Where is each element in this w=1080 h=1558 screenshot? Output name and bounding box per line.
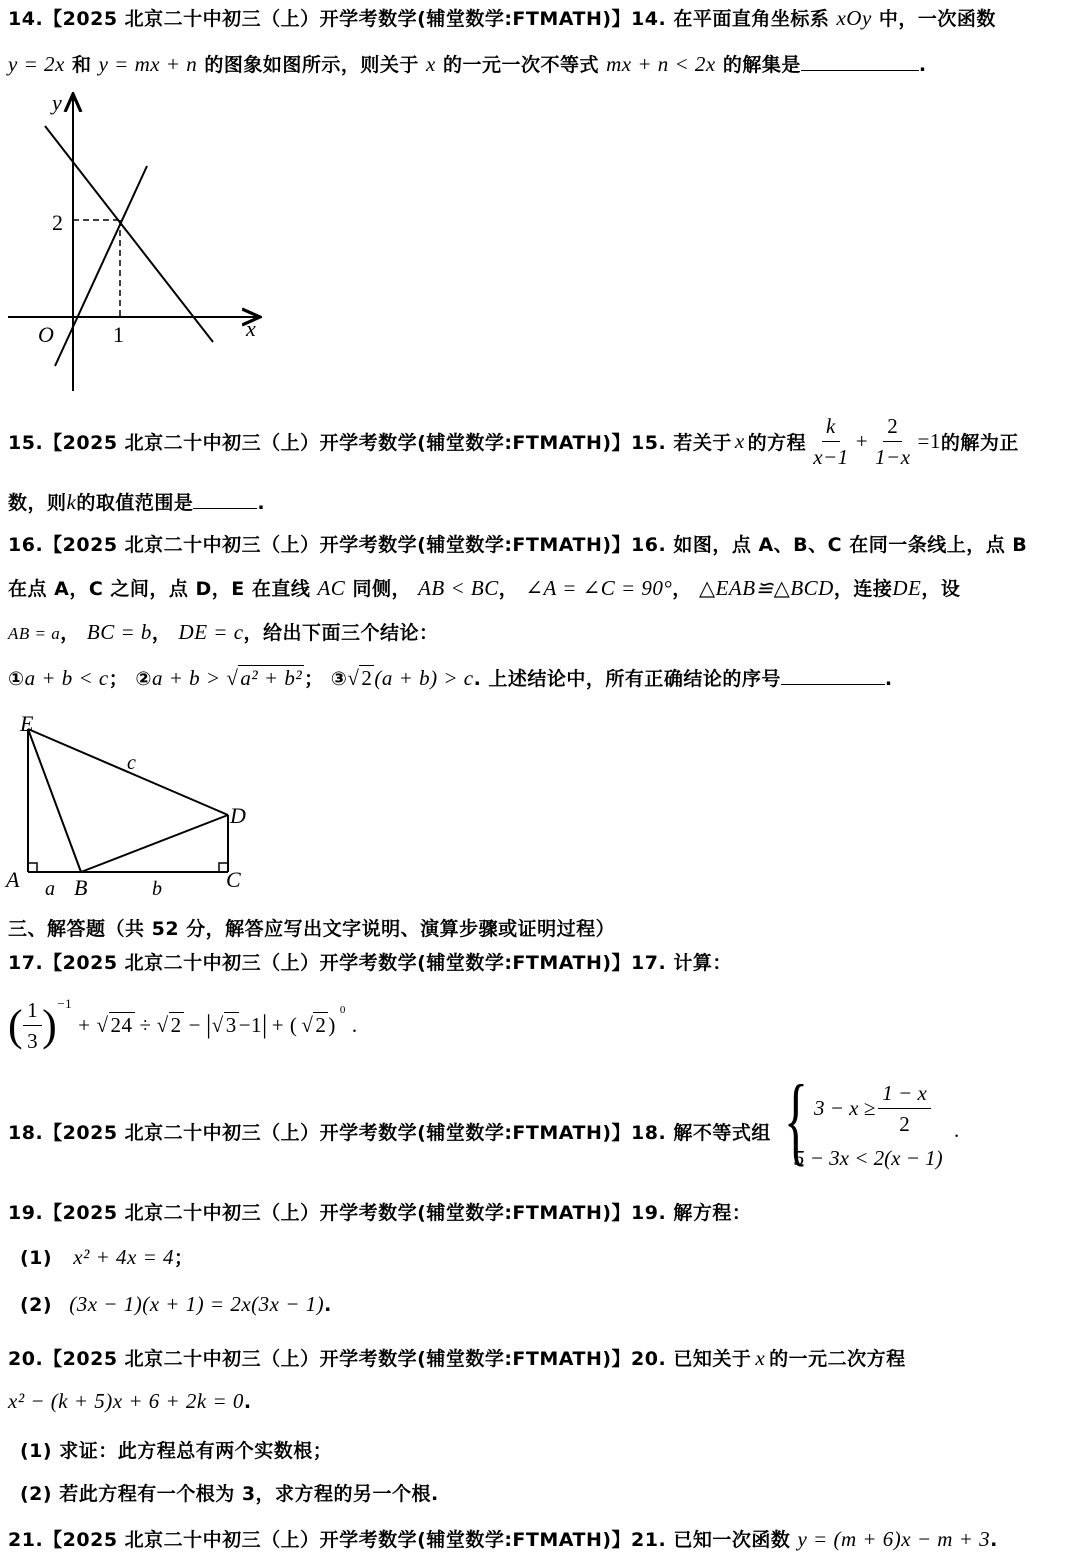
q14-text2: 的一元一次不等式	[442, 54, 599, 76]
q15-stem: 15.【2025 北京二十中初三（上）开学考数学(辅堂数学:FTMATH)】15. 若关于	[8, 431, 732, 454]
q16-text2: 同侧，	[352, 578, 411, 600]
q17-exp: −1	[57, 996, 73, 1011]
line-y-2x	[55, 166, 147, 366]
frac1-num: k	[822, 411, 840, 442]
x-label: x	[246, 316, 256, 341]
q15-text2: 数，则	[8, 492, 67, 514]
q18-ineq1	[814, 1078, 934, 1139]
q19-p2-eq: (3x − 1)(x + 1) = 2x(3x − 1)	[69, 1292, 325, 1316]
q19-p1-end: ；	[174, 1247, 194, 1269]
q16-cond3: △EAB≌△BCD	[698, 576, 834, 600]
q20-part1: (1) 求证：此方程总有两个实数根；	[20, 1440, 333, 1462]
frac2-num: 2	[883, 411, 902, 442]
q17-root2: 2	[170, 1013, 182, 1037]
q19-p2-end: .	[324, 1294, 332, 1316]
q15-line2	[8, 488, 1074, 515]
q17-root3: 3	[225, 1013, 237, 1037]
label-seg-b: b	[152, 878, 162, 900]
seg-bd	[81, 815, 228, 872]
q18-ineq2: 5 − 3x < 2(x − 1)	[794, 1146, 943, 1170]
brace: {	[784, 1064, 808, 1175]
q14-line2	[8, 50, 1074, 77]
q14-text: 的图象如图所示，则关于	[204, 54, 419, 76]
frac1-den: x−1	[813, 444, 849, 469]
q14-text3: 的解集是	[722, 54, 801, 76]
line-y-mx-n	[45, 126, 213, 342]
q15-text: 的方程	[747, 431, 807, 454]
q18-den: 2	[899, 1112, 910, 1136]
q17-root2b: 2	[315, 1013, 327, 1037]
q16-text4: ，设	[921, 578, 961, 600]
semi1: ；	[108, 668, 129, 690]
opt1: a + b < c	[24, 666, 109, 690]
q20-stem: 20.【2025 北京二十中初三（上）开学考数学(辅堂数学:FTMATH)】20. 已知关于	[8, 1348, 752, 1370]
q19-p1-label: (1)	[20, 1247, 53, 1269]
label-a: A	[6, 867, 20, 892]
q16-line3	[8, 618, 1074, 645]
q17-div: ÷	[139, 1012, 152, 1037]
q19-p2-label: (2)	[20, 1294, 53, 1316]
q15-frac2	[871, 411, 915, 472]
q14-func2: y = mx + n	[98, 52, 198, 76]
q21-eq: y = (m + 6)x − m + 3	[797, 1527, 991, 1551]
answer-blank	[801, 69, 919, 71]
q16-text5: ，给出下面三个结论：	[243, 622, 439, 644]
q20-stem-end: 的一元二次方程	[769, 1348, 906, 1370]
q16-text6: . 上述结论中，所有正确结论的序号	[473, 668, 781, 690]
right-angle-a	[28, 863, 37, 872]
q18-system	[784, 1064, 984, 1180]
q16-period: .	[884, 668, 893, 690]
q17-minus: −	[188, 1012, 201, 1037]
q14-period: .	[918, 54, 927, 76]
q20-part2: (2) 若此方程有一个根为 3，求方程的另一个根.	[20, 1483, 439, 1505]
answer-blank	[193, 507, 257, 509]
q17-exp0: 0	[339, 1004, 346, 1016]
q21-period: .	[990, 1529, 998, 1551]
q19-line1: 19.【2025 北京二十中初三（上）开学考数学(辅堂数学:FTMATH)】19. 解方程：	[8, 1202, 752, 1224]
q17-den: 3	[27, 1028, 39, 1053]
q21-line1	[8, 1525, 1074, 1552]
q16-def-c: DE = c	[178, 620, 244, 644]
q17-plus: +	[78, 1012, 91, 1037]
q16-cond2: ∠A = ∠C = 90°	[525, 576, 673, 600]
section-title: 三、解答题（共 52 分，解答应写出文字说明、演算步骤或证明过程）	[8, 918, 616, 940]
opt3-radicand: 2	[361, 666, 373, 690]
label-d: D	[230, 803, 246, 828]
q17-plus2: + (	[271, 1012, 298, 1037]
semi2: ；	[304, 668, 324, 690]
q19-p1-eq: x² + 4x = 4	[73, 1245, 174, 1269]
q15-var-k: k	[66, 490, 77, 514]
q17-frac	[23, 995, 42, 1056]
q16-def-a: AB = a	[8, 624, 61, 643]
q17-expression: ( $\frac{1}{3}$ ) $^{-1}$ + √ 24 ÷ √ 2 − | √ 3 −1 | + ( √ 2 ) $^0$ .	[8, 990, 1074, 1060]
q14-func1: y = 2x	[8, 52, 65, 76]
q17-close: )	[328, 1012, 336, 1037]
q18-frac	[878, 1078, 931, 1139]
q19-part1	[20, 1243, 1074, 1270]
frac2-den: 1−x	[875, 444, 911, 469]
q18-line1: 18.【2025 北京二十中初三（上）开学考数学(辅堂数学:FTMATH)】18. 解不等式组	[8, 1122, 771, 1144]
q17-root24: 24	[110, 1013, 133, 1037]
q15-period: .	[257, 492, 266, 514]
label-c: C	[226, 867, 241, 892]
q16-comma2: ，	[672, 578, 692, 600]
q16-line2	[8, 574, 1074, 601]
q15-eq: =1	[917, 428, 941, 453]
tick-1: 1	[113, 322, 124, 347]
q16-line4: ①a + b < c； ②a + b > √a² + b² ； ③√2(a + b) > c. 上述结论中，所有正确结论的序号 .	[8, 666, 893, 690]
q16-comma4: ，	[151, 622, 172, 644]
q20-eq: x² − (k + 5)x + 6 + 2k = 0	[8, 1389, 244, 1413]
q15-text3: 的取值范围是	[76, 492, 194, 514]
opt3-rest: (a + b) > c	[374, 666, 474, 690]
q17-line1: 17.【2025 北京二十中初三（上）开学考数学(辅堂数学:FTMATH)】17. 计算：	[8, 952, 732, 974]
opt1-mark: ①	[8, 668, 25, 690]
q21-stem: 21.【2025 北京二十中初三（上）开学考数学(辅堂数学:FTMATH)】21. 已知一次函数	[8, 1529, 791, 1551]
origin-label: O	[38, 322, 54, 347]
q17-abs-rest: −1	[238, 1012, 263, 1037]
q18-num: 1 − x	[878, 1078, 931, 1109]
q16-de: DE	[892, 576, 922, 600]
q16-ac: AC	[317, 576, 346, 600]
q14-stem-end: 中，一次函数	[878, 8, 996, 30]
label-e: E	[20, 711, 34, 736]
q16-comma3: ，	[60, 622, 80, 644]
q14-stem: 14.【2025 北京二十中初三（上）开学考数学(辅堂数学:FTMATH)】14. 在平面直角坐标系	[8, 8, 830, 30]
label-seg-c: c	[127, 752, 136, 774]
y-label: y	[52, 90, 62, 115]
q14-text-and: 和	[71, 54, 92, 76]
q16-cond1: AB < BC	[418, 576, 499, 600]
q18-ineq1-left: 3 − x ≥	[814, 1096, 876, 1120]
q17-period: .	[351, 1012, 358, 1037]
q15-frac1	[809, 411, 853, 472]
opt2-radicand: a² + b²	[240, 666, 303, 690]
q17-num: 1	[23, 995, 42, 1026]
seg-eb	[28, 729, 81, 872]
tick-2: 2	[52, 210, 63, 235]
q20-equation	[8, 1389, 1074, 1414]
q14-graph	[0, 88, 280, 398]
q15-plus: +	[855, 428, 869, 453]
q15-stem-end: 的解为正	[940, 431, 1019, 454]
q14-var-x: x	[426, 52, 436, 76]
q14-line1	[8, 4, 1074, 31]
q19-part2	[20, 1292, 1074, 1317]
q20-line1	[8, 1344, 1074, 1371]
q18-period: .	[954, 1118, 960, 1142]
q16-text: 在点 A，C 之间，点 D，E 在直线	[8, 578, 311, 600]
q20-eq-end: .	[243, 1391, 252, 1413]
q16-line1: 16.【2025 北京二十中初三（上）开学考数学(辅堂数学:FTMATH)】16. 如图，点 A、B、C 在同一条线上，点 B	[8, 534, 1028, 556]
label-seg-a: a	[45, 878, 55, 900]
opt3-mark: ③	[330, 668, 348, 690]
opt2-pre: a + b >	[152, 666, 227, 690]
label-b: B	[74, 875, 88, 900]
q14-xoy: xOy	[836, 6, 872, 30]
q20-var-x: x	[755, 1346, 766, 1370]
q16-figure	[0, 705, 260, 905]
q15-line1	[8, 408, 1074, 474]
q16-text3: ，连接	[833, 578, 893, 600]
q16-def-b: BC = b	[86, 620, 152, 644]
q15-var-x: x	[734, 428, 745, 453]
opt2-mark: ②	[135, 668, 152, 690]
q16-comma: ，	[498, 578, 519, 600]
answer-blank	[781, 683, 885, 685]
q14-inequality: mx + n < 2x	[606, 52, 716, 76]
